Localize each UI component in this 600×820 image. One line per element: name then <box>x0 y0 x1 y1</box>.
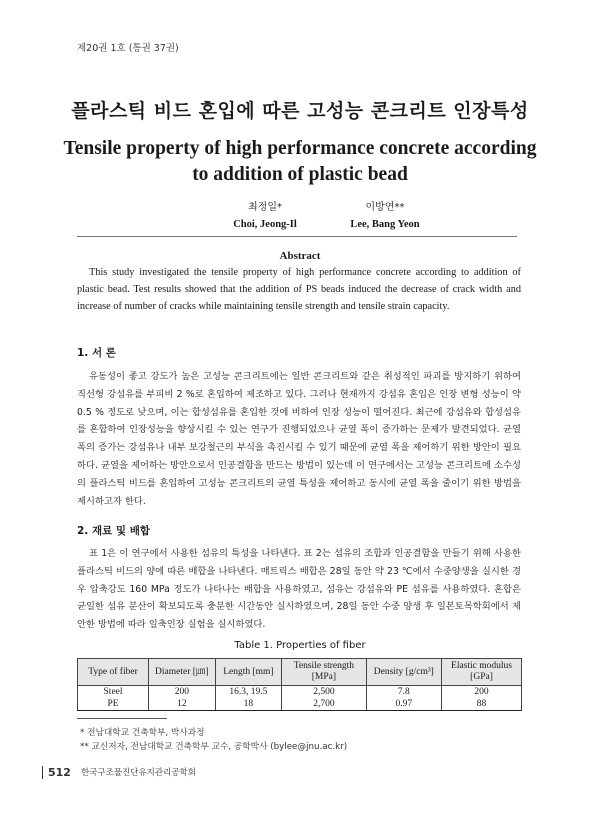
footnote-1: * 전남대학교 건축학부, 박사과정 <box>80 728 205 738</box>
header-elastic-modulus: Elastic modulus [GPa] <box>442 659 522 686</box>
english-title: Tensile property of high performance concrete according to addition of plastic bead <box>63 138 537 185</box>
header-diameter: Diameter [㎛] <box>149 659 216 686</box>
author-2 <box>330 198 440 230</box>
section-1-text: 유동성이 좋고 강도가 높은 고성능 콘크리트에는 일반 콘크리트와 같은 취성적인 파괴를 방지하기 위하여 직선형 강섬유를 부피비 2 %로 혼입하여 제조하고 있다. 그러나 현재까지 강섬유 혼입은 인장 변형 성능이 약 0.5 % 정도로 낮으며, 이는 합성섬유를 혼입한 것에 비하여 인장 성능이 떨어진다. 최근에 강섬유와 합성섬유를 혼합하여 인장성능을 향상시킬 수 있는 연구가 진행되었으나 균열 폭이 증가하는 문제가 발견되었다. 균열 폭의 증가는 강섬유나 내부 보강철근의 부식을 촉진시킬 수 있기 때문에 균열 폭을 제어하기 위한 방안이 필요하다. 균열을 제어하는 방안으로서 인공결함을 만드는 방법이 있는데 이 연구에서는 고성능 콘크리트에 소수성의 플라스틱 비드를 혼입하여 고성능 콘크리트의 균열 특성을 제어하고 동시에 균열 폭을 줄이기 위한 방법을 제시하고자 한다. <box>77 371 521 507</box>
cell-diameter: 12 <box>149 698 216 711</box>
cell-elastic-modulus: 88 <box>442 698 522 711</box>
header-density: Density [g/cm³] <box>366 659 441 686</box>
fiber-properties-table <box>77 658 522 711</box>
abstract-text: This study investigated the tensile property of high performance concrete according to addition of plastic bead. Test results showed that the addition of PS beads induced the decrease of crack width and increase of number of cracks while maintaining tensile strength and tensile strain capacity. <box>77 267 521 312</box>
cell-elastic-modulus: 200 <box>442 686 522 699</box>
table-header-row <box>78 659 522 686</box>
cell-type: PE <box>78 698 149 711</box>
author-2-english-name: Lee, Bang Yeon <box>350 219 420 230</box>
section-2-heading: 2. 재료 및 배합 <box>77 525 150 537</box>
footnote-rule <box>77 718 167 719</box>
page-footer <box>42 764 196 780</box>
divider-rule <box>77 236 517 237</box>
author-1 <box>215 198 315 230</box>
footnote-2: ** 교신저자, 전남대학교 건축학부 교수, 공학박사 (bylee@jnu.ac.kr) <box>80 742 348 752</box>
section-1-heading: 1. 서 론 <box>77 347 116 359</box>
cell-tensile-strength: 2,700 <box>282 698 366 711</box>
author-2-korean-name: 이방연** <box>365 202 405 213</box>
abstract-heading: Abstract <box>279 250 321 262</box>
header-length: Length [mm] <box>215 659 282 686</box>
journal-name: 한국구조물진단유지관리공학회 <box>80 768 196 778</box>
cell-length: 16.3, 19.5 <box>215 686 282 699</box>
volume-header: 제20권 1호 (통권 37권) <box>77 43 179 54</box>
header-tensile-strength: Tensile strength [MPa] <box>282 659 366 686</box>
page-number: 512 <box>42 766 71 779</box>
author-1-english-name: Choi, Jeong-Il <box>233 219 297 230</box>
header-type: Type of fiber <box>78 659 149 686</box>
korean-title: 플라스틱 비드 혼입에 따른 고성능 콘크리트 인장특성 <box>71 100 529 122</box>
cell-density: 7.8 <box>366 686 441 699</box>
author-1-korean-name: 최정일* <box>248 202 282 213</box>
table-row <box>78 686 522 699</box>
cell-density: 0.97 <box>366 698 441 711</box>
cell-tensile-strength: 2,500 <box>282 686 366 699</box>
table-row <box>78 698 522 711</box>
section-2-text: 표 1은 이 연구에서 사용한 섬유의 특성을 나타낸다. 표 2는 섬유의 조합과 인공결함을 만들기 위해 사용한 플라스틱 비드의 양에 따른 배합을 나타낸다. 매트릭스 배합은 28일 동안 약 23 ℃에서 수중양생을 실시한 경우 압축강도 160 MPa 정도가 나타나는 배합을 사용하였고, 섬유는 강섬유와 PE 섬유를 사용하였다. 혼합은 균일한 섬유 분산이 확보되도록 충분한 시간동안 실시하였으며, 28일 동안 수중 양생 후 일본토목학회에서 제안한 방법에 따라 일축인장 실험을 실시하였다. <box>77 548 521 631</box>
cell-length: 18 <box>215 698 282 711</box>
table-caption: Table 1. Properties of fiber <box>234 640 366 651</box>
cell-type: Steel <box>78 686 149 699</box>
cell-diameter: 200 <box>149 686 216 699</box>
